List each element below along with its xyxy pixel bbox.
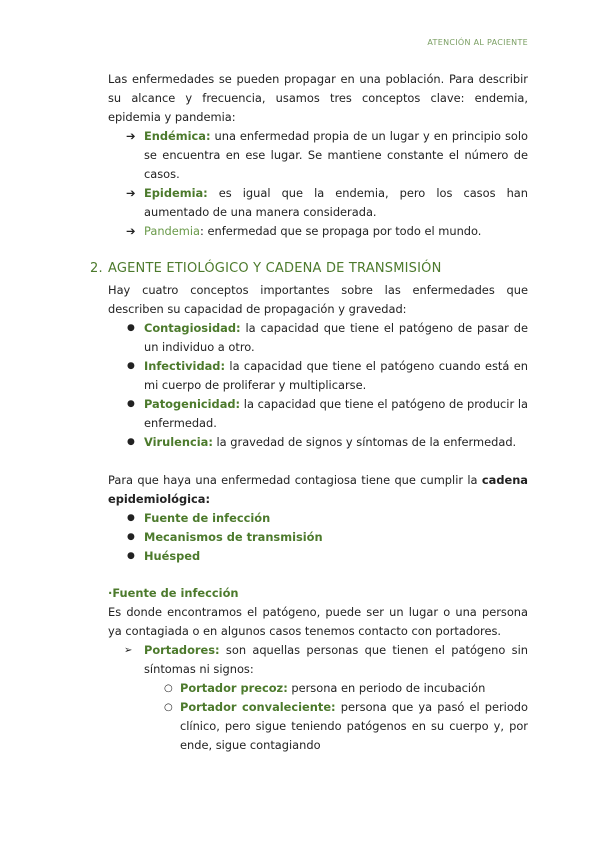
chain-item: Huésped [144, 549, 201, 563]
list-item [108, 528, 528, 547]
list-item [108, 641, 528, 679]
list-item [108, 184, 528, 222]
chain-list [108, 509, 528, 566]
chain-paragraph [108, 471, 528, 509]
definition: es igual que la endemia, pero los casos han aumentado de una manera considerada. [144, 186, 528, 219]
intro-paragraph: Las enfermedades se pueden propagar en una población. Para describir su alcance y frecuencia, usamos tres conceptos clave: endemia, epidemia y pandemia: [108, 72, 528, 124]
term: Pandemia [144, 224, 201, 238]
section-number: 2. [90, 261, 103, 276]
bullet-icon: ● [127, 399, 135, 409]
bullet-icon: ● [127, 437, 135, 447]
list-item [108, 547, 528, 566]
section-title: AGENTE ETIOLÓGICO Y CADENA DE TRANSMISIÓN [108, 261, 442, 276]
definition: persona que ya pasó el periodo clínico, pero sigue teniendo patógenos en su cuerpo y, por ende, sigue contagiando [180, 700, 528, 752]
chain-intro-text: Para que haya una enfermedad contagiosa tiene que cumplir la [108, 473, 482, 487]
disease-concepts-list [108, 319, 528, 452]
list-item [108, 222, 528, 241]
chain-term: cadena epidemiológica: [108, 473, 528, 506]
term: Portador convaleciente: [180, 700, 336, 714]
bullet-icon: ● [127, 551, 135, 561]
definition: la capacidad que tiene el patógeno de pasar de un individuo a otro. [144, 321, 528, 354]
chain-item: Fuente de infección [144, 511, 271, 525]
definition: son aquellas personas que tienen el patógeno sin síntomas ni signos: [144, 643, 528, 676]
definition: una enfermedad propia de un lugar y en principio solo se encuentra en ese lugar. Se mantiene constante el número de casos. [144, 129, 528, 181]
section-heading [90, 259, 528, 278]
arrow-icon: ➔ [126, 186, 136, 200]
list-item [108, 679, 528, 698]
circle-bullet-icon: ○ [164, 702, 173, 713]
term: Portadores: [144, 643, 220, 657]
section-intro: Hay cuatro conceptos importantes sobre las enfermedades que describen su capacidad de propagación y gravedad: [108, 283, 528, 316]
definition: : enfermedad que se propaga por todo el mundo. [200, 224, 482, 238]
term: Contagiosidad: [144, 321, 241, 335]
term: Portador precoz: [180, 681, 288, 695]
running-header: ATENCIÓN AL PACIENTE [427, 38, 528, 47]
arrow-icon: ➔ [126, 224, 136, 238]
bullet-icon: ● [127, 532, 135, 542]
list-item [108, 698, 528, 755]
list-item [108, 509, 528, 528]
term: Virulencia: [144, 435, 213, 449]
subsection-paragraph: Es donde encontramos el patógeno, puede ser un lugar o una persona ya contagiada o en algunos casos tenemos contacto con portadores. [108, 605, 528, 638]
circle-bullet-icon: ○ [164, 683, 173, 694]
term: Endémica: [144, 129, 211, 143]
list-item [108, 395, 528, 433]
bullet-icon: ● [127, 513, 135, 523]
definition: la capacidad que tiene el patógeno cuando está en mi cuerpo de proliferar y multiplicarse. [144, 359, 528, 392]
term: Patogenicidad: [144, 397, 241, 411]
subsection-title: ·Fuente de infección [108, 586, 239, 600]
bullet-icon: ● [127, 323, 135, 333]
arrow-icon: ➔ [126, 129, 136, 143]
list-item [108, 433, 528, 452]
bullet-icon: ● [127, 361, 135, 371]
carriers-list [108, 641, 528, 679]
term: Epidemia: [144, 186, 208, 200]
spread-concepts-list [108, 127, 528, 241]
carrier-types-list [108, 679, 528, 755]
document-body [90, 70, 528, 755]
chain-item: Mecanismos de transmisión [144, 530, 323, 544]
list-item [108, 357, 528, 395]
list-item [108, 127, 528, 184]
chevron-arrow-icon: ➢ [124, 645, 133, 656]
definition: la capacidad que tiene el patógeno de producir la enfermedad. [144, 397, 528, 430]
definition: la gravedad de signos y síntomas de la enfermedad. [212, 435, 517, 449]
definition: persona en periodo de incubación [287, 681, 486, 695]
list-item [108, 319, 528, 357]
term: Infectividad: [144, 359, 226, 373]
